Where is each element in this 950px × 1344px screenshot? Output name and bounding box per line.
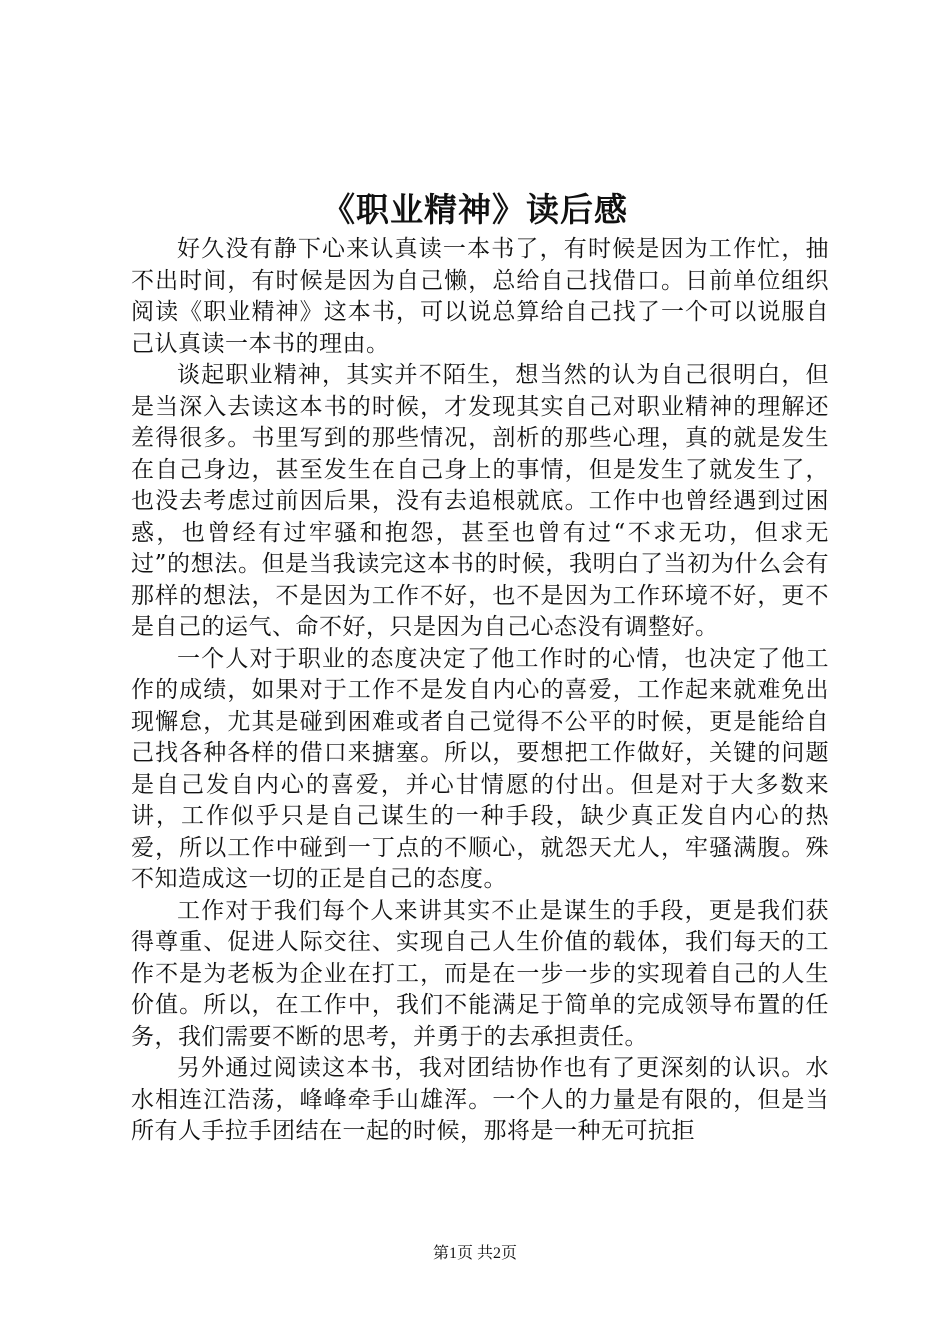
paragraph: 工作对于我们每个人来讲其实不止是谋生的手段，更是我们获得尊重、促进人际交往、实现自己人生价值的载体，我们每天的工作不是为老板为企业在打工，而是在一步一步的实现着自己的人生价值。所以，在工作中，我们不能满足于简单的完成领导布置的任务，我们需要不断的思考，并勇于的去承担责任。 [131, 897, 829, 1050]
paragraph: 好久没有静下心来认真读一本书了，有时候是因为工作忙，抽不出时间，有时候是因为自己懒，总给自己找借口。日前单位组织阅读《职业精神》这本书，可以说总算给自己找了一个可以说服自己认真读一本书的理由。 [131, 236, 829, 357]
document-title: 《职业精神》读后感 [322, 190, 628, 229]
paragraph: 另外通过阅读这本书，我对团结协作也有了更深刻的认识。水水相连江浩荡，峰峰牵手山雄浑。一个人的力量是有限的，但是当所有人手拉手团结在一起的时候，那将是一种无可抗拒 [131, 1055, 829, 1144]
paragraph: 谈起职业精神，其实并不陌生，想当然的认为自己很明白，但是当深入去读这本书的时候，才发现其实自己对职业精神的理解还差得很多。书里写到的那些情况，剖析的那些心理，真的就是发生在自己身边，甚至发生在自己身上的事情，但是发生了就发生了，也没去考虑过前因后果，没有去追根就底。工作中也曾经遇到过困惑，也曾经有过牢骚和抱怨，甚至也曾有过“不求无功，但求无过”的想法。但是当我读完这本书的时候，我明白了当初为什么会有那样的想法，不是因为工作不好，也不是因为工作环境不好，更不是自己的运气、命不好，只是因为自己心态没有调整好。 [131, 362, 829, 640]
document-body [131, 234, 829, 1148]
paragraph: 一个人对于职业的态度决定了他工作时的心情，也决定了他工作的成绩，如果对于工作不是发自内心的喜爱，工作起来就难免出现懈怠，尤其是碰到困难或者自己觉得不公平的时候，更是能给自己找各种各样的借口来搪塞。所以，要想把工作做好，关键的问题是自己发自内心的喜爱，并心甘情愿的付出。但是对于大多数来讲，工作似乎只是自己谋生的一种手段，缺少真正发自内心的热爱，所以工作中碰到一丁点的不顺心，就怨天尤人，牢骚满腹。殊不知造成这一切的正是自己的态度。 [131, 645, 829, 892]
page-number-footer: 第1页 共2页 [432, 1245, 517, 1262]
